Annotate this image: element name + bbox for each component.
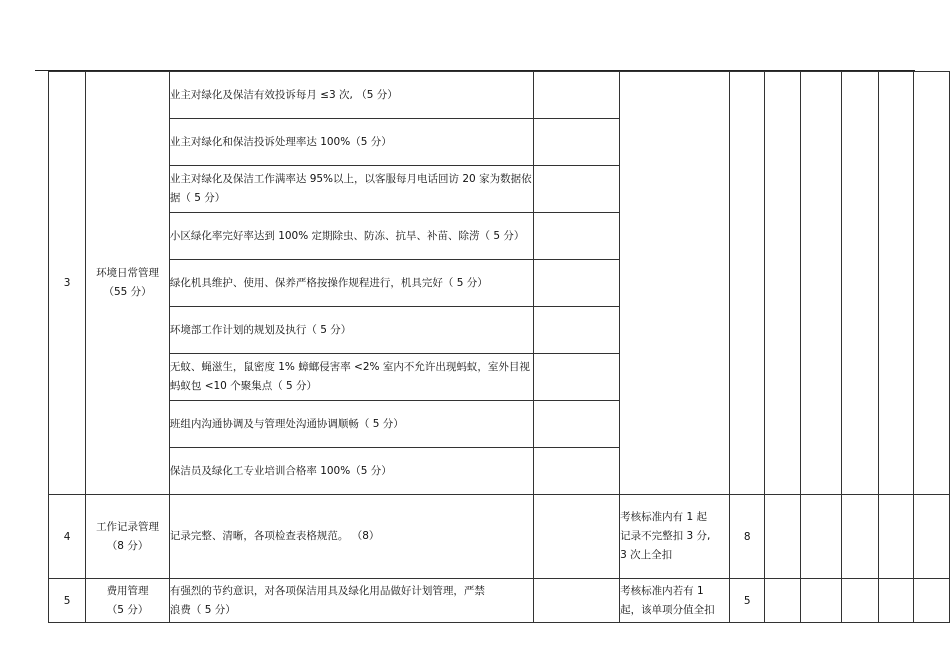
standard-item: 无蚊、蝇滋生，鼠密度 1% 蟑螂侵害率 <2% 室内不允许出现蚂蚁，室外目视蚂蚁包 <10 个聚集点（ 5 分） [169,354,533,401]
blank-cell [765,495,800,579]
category-cell [86,495,170,579]
standard-item: 环境部工作计划的规划及执行（ 5 分） [169,307,533,354]
standard-item: 绿化机具维护、使用、保养严格按操作规程进行，机具完好（ 5 分） [169,260,533,307]
standard-item: 业主对绿化及保洁工作满率达 95%以上，以客服每月电话回访 20 家为数据依据（ 5 分） [169,166,533,213]
blank-cell [878,579,913,623]
rule-line: 起，该单项分值全扣 [620,603,715,616]
rule-cell [620,72,730,495]
blank-cell [534,354,620,401]
standard-item: 班组内沟通协调及与管理处沟通协调顺畅（ 5 分） [169,401,533,448]
blank-cell [765,72,800,495]
table-row [49,579,950,623]
category-name: 费用管理 [106,584,149,597]
category-cell [86,579,170,623]
standard-item: 业主对绿化及保洁有效投诉每月 ≤3 次, （5 分） [169,72,533,119]
standard-item: 业主对绿化和保洁投诉处理率达 100%（5 分） [169,119,533,166]
blank-cell [841,579,878,623]
blank-cell [534,260,620,307]
category-points: （8 分） [106,539,149,552]
standard-cell [169,579,533,623]
blank-cell [534,495,620,579]
blank-cell [913,579,949,623]
assessment-table [48,71,950,623]
category-cell [86,72,170,495]
blank-cell [800,72,841,495]
blank-cell [800,579,841,623]
table-row [49,495,950,579]
blank-cell [534,119,620,166]
blank-cell [534,448,620,495]
standard-item: 小区绿化率完好率达到 100% 定期除虫、防冻、抗旱、补苗、除涝（ 5 分） [169,213,533,260]
blank-cell [534,401,620,448]
blank-cell [800,495,841,579]
rule-line: 3 次上全扣 [620,549,673,561]
blank-cell [841,72,878,495]
score-cell [730,72,765,495]
standard-line: 有强烈的节约意识，对各项保洁用具及绿化用品做好计划管理，严禁 [169,584,485,597]
category-points: （5 分） [106,603,149,616]
standard-line: 浪费（ 5 分） [169,603,236,616]
row-number: 3 [49,72,86,495]
blank-cell [534,213,620,260]
rule-line: 考核标准内有 1 起 [620,511,707,523]
row-number: 4 [49,495,86,579]
row-number: 5 [49,579,86,623]
blank-cell [534,72,620,119]
category-name: 环境日常管理 [96,267,160,279]
blank-cell [913,72,949,495]
score-cell: 8 [730,495,765,579]
rule-cell [620,579,730,623]
rule-cell [620,495,730,579]
blank-cell [534,579,620,623]
blank-cell [534,307,620,354]
blank-cell [878,495,913,579]
blank-cell [913,495,949,579]
blank-cell [534,166,620,213]
standard-item: 记录完整、清晰，各项检查表格规范。 （8） [169,495,533,579]
rule-line: 记录不完整扣 3 分, [620,530,711,542]
category-points: （55 分） [103,286,152,298]
blank-cell [841,495,878,579]
table-row [49,72,950,119]
category-name: 工作记录管理 [96,520,160,533]
score-cell: 5 [730,579,765,623]
rule-line: 考核标准内若有 1 [620,584,704,597]
blank-cell [878,72,913,495]
blank-cell [765,579,800,623]
standard-item: 保洁员及绿化工专业培训合格率 100%（5 分） [169,448,533,495]
